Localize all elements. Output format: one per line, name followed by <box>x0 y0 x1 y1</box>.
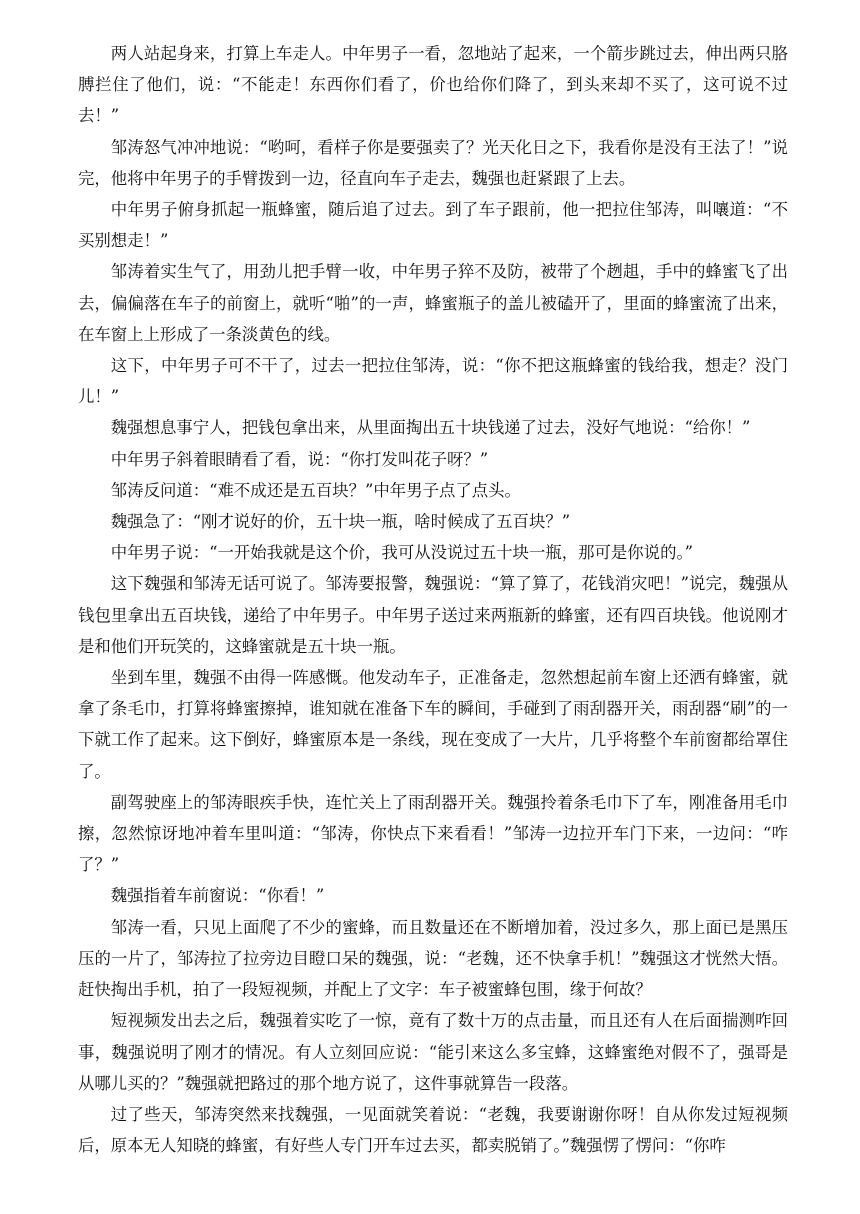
paragraph: 短视频发出去之后，魏强着实吃了一惊，竟有了数十万的点击量，而且还有人在后面揣测咋回事，魏强说明了刚才的情况。有人立刻回应说：“能引来这么多宝蜂，这蜂蜜绝对假不了，强哥是从哪儿买的？”魏强就把路过的那个地方说了，这件事就算告一段落。 <box>78 1011 788 1093</box>
paragraph: 中年男子说：“一开始我就是这个价，我可从没说过五十块一瓶，那可是你说的。” <box>110 543 694 563</box>
paragraph: 魏强指着车前窗说：“你看！” <box>110 886 325 906</box>
paragraph: 过了些天，邹涛突然来找魏强，一见面就笑着说：“老魏，我要谢谢你呀！自从你发过短视频后，原本无人知晓的蜂蜜，有好些人专门开车过去买，都卖脱销了。”魏强愣了愣问：“你咋 <box>78 1104 788 1156</box>
paragraph: 两人站起身来，打算上车走人。中年男子一看，忽地站了起来，一个箭步跳过去，伸出两只胳膊拦住了他们，说：“不能走！东西你们看了，价也给你们降了，到头来却不买了，这可说不过去！” <box>78 44 788 126</box>
paragraph: 魏强急了：“刚才说好的价，五十块一瓶，啥时候成了五百块？” <box>110 512 571 532</box>
paragraph: 中年男子俯身抓起一瓶蜂蜜，随后追了过去。到了车子跟前，他一把拉住邹涛，叫嚷道：“不买别想走！” <box>78 200 788 251</box>
paragraph: 邹涛一看，只见上面爬了不少的蜜蜂，而且数量还在不断增加着，没过多久，那上面已是黑压压的一片了，邹涛拉了拉旁边目瞪口呆的魏强，说：“老魏，还不快拿手机！”魏强这才恍然大悟。赶快掏出手机，拍了一段短视频，并配上了文字：车子被蜜蜂包围，缘于何故？ <box>78 917 788 1000</box>
paragraph: 副驾驶座上的邹涛眼疾手快，连忙关上了雨刮器开关。魏强拎着条毛巾下了车，刚准备用毛巾擦，忽然惊讶地冲着车里叫道：“邹涛，你快点下来看看！”邹涛一边拉开车门下来，一边问：“咋了？” <box>78 792 788 875</box>
paragraph: 中年男子斜着眼睛看了看，说：“你打发叫花子呀？” <box>110 449 489 469</box>
paragraph: 魏强想息事宁人，把钱包拿出来，从里面掏出五十块钱递了过去，没好气地说：“给你！” <box>110 418 751 438</box>
paragraph: 邹涛反问道：“难不成还是五百块？”中年男子点了点头。 <box>110 480 521 500</box>
paragraph: 这下，中年男子可不干了，过去一把拉住邹涛，说：“你不把这瓶蜂蜜的钱给我，想走？没门儿！” <box>78 356 788 407</box>
paragraph: 邹涛怒气冲冲地说：“哟呵，看样子你是要强卖了？光天化日之下，我看你是没有王法了！”说完，他将中年男子的手臂拨到一边，径直向车子走去，魏强也赶紧跟了上去。 <box>78 137 788 188</box>
paragraph: 邹涛着实生气了，用劲儿把手臂一收，中年男子猝不及防，被带了个趔趄，手中的蜂蜜飞了出去，偏偏落在车子的前窗上，就听“啪”的一声，蜂蜜瓶子的盖儿被磕开了，里面的蜂蜜流了出来，在车窗上上形成了一条淡黄色的线。 <box>78 262 788 344</box>
paragraph: 坐到车里，魏强不由得一阵感慨。他发动车子，正准备走，忽然想起前车窗上还洒有蜂蜜，就拿了条毛巾，打算将蜂蜜擦掉，谁知就在准备下车的瞬间，手碰到了雨刮器开关，雨刮器“刷”的一下就工作了起来。这下倒好，蜂蜜原本是一条线，现在变成了一大片，几乎将整个车前窗都给罩住了。 <box>78 668 788 781</box>
paragraph: 这下魏强和邹涛无话可说了。邹涛要报警，魏强说：“算了算了，花钱消灾吧！”说完，魏强从钱包里拿出五百块钱，递给了中年男子。中年男子送过来两瓶新的蜂蜜，还有四百块钱。他说刚才是和他们开玩笑的，这蜂蜜就是五十块一瓶。 <box>78 574 788 656</box>
